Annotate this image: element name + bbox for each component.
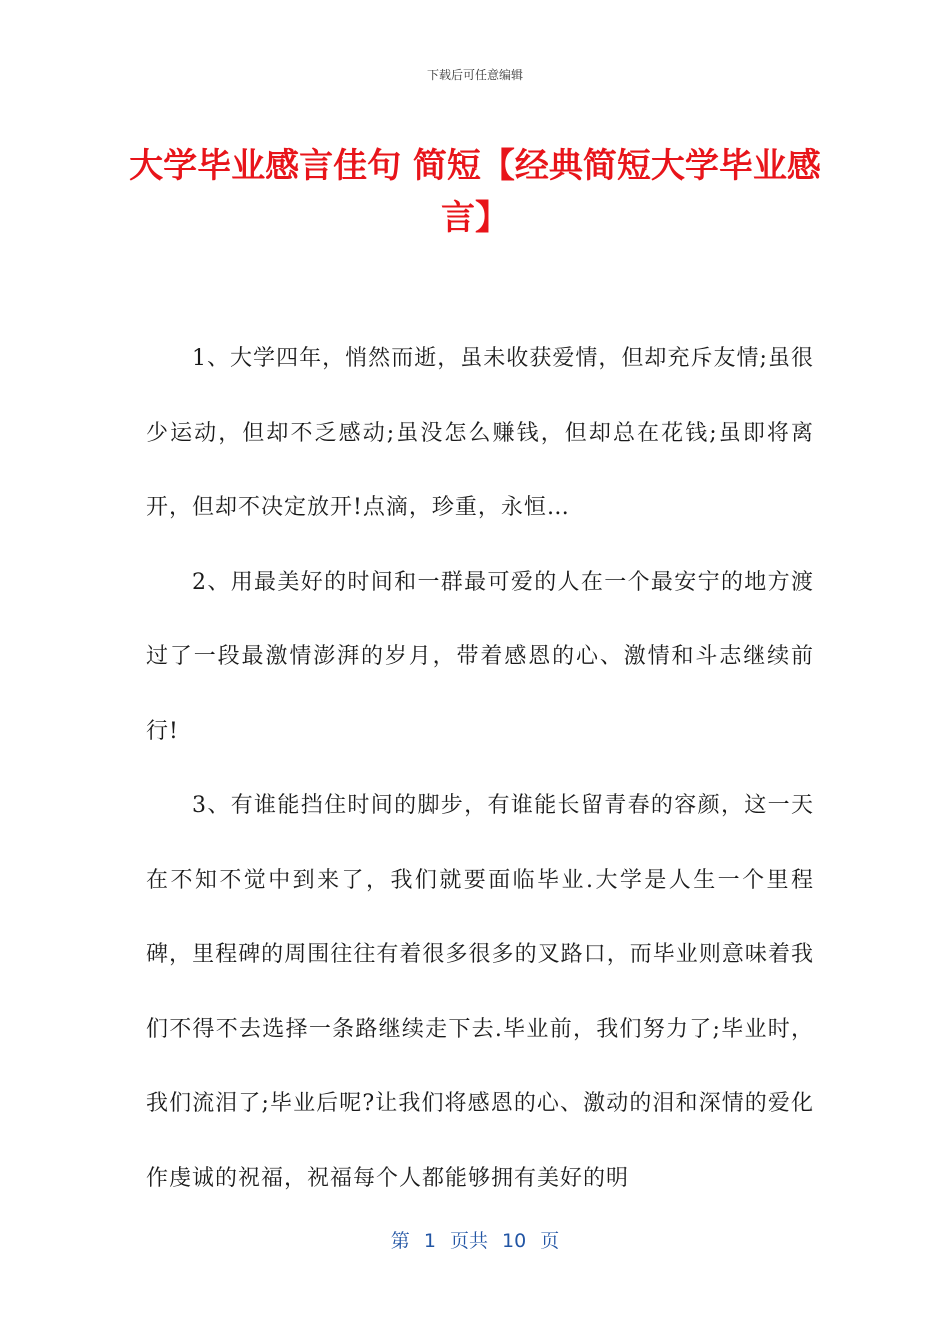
paragraph-1: 1、大学四年，悄然而逝，虽未收获爱情，但却充斥友情;虽很少运动，但却不乏感动;虽没怎么赚钱，但却总在花钱;虽即将离开，但却不决定放开!点滴，珍重，永恒… bbox=[146, 346, 814, 520]
document-body bbox=[146, 322, 814, 1216]
document-title: 大学毕业感言佳句 简短【经典简短大学毕业感言】 bbox=[129, 146, 821, 238]
paragraph-2: 2、用最美好的时间和一群最可爱的人在一个最安宁的地方渡过了一段最激情澎湃的岁月，带着感恩的心、激情和斗志继续前行! bbox=[146, 569, 814, 744]
page-number-footer: 第 1 页共 10 页 bbox=[390, 1230, 560, 1252]
paragraph-3: 3、有谁能挡住时间的脚步，有谁能长留青春的容颜，这一天在不知不觉中到来了，我们就要面临毕业.大学是人生一个里程碑，里程碑的周围往往有着很多很多的叉路口，而毕业则意味着我们不得不去选择一条路继续走下去.毕业前，我们努力了;毕业时，我们流泪了;毕业后呢?让我们将感恩的心、激动的泪和深情的爱化作虔诚的祝福，祝福每个人都能够拥有美好的明 bbox=[146, 793, 814, 1191]
header-note: 下载后可任意编辑 bbox=[426, 68, 523, 82]
